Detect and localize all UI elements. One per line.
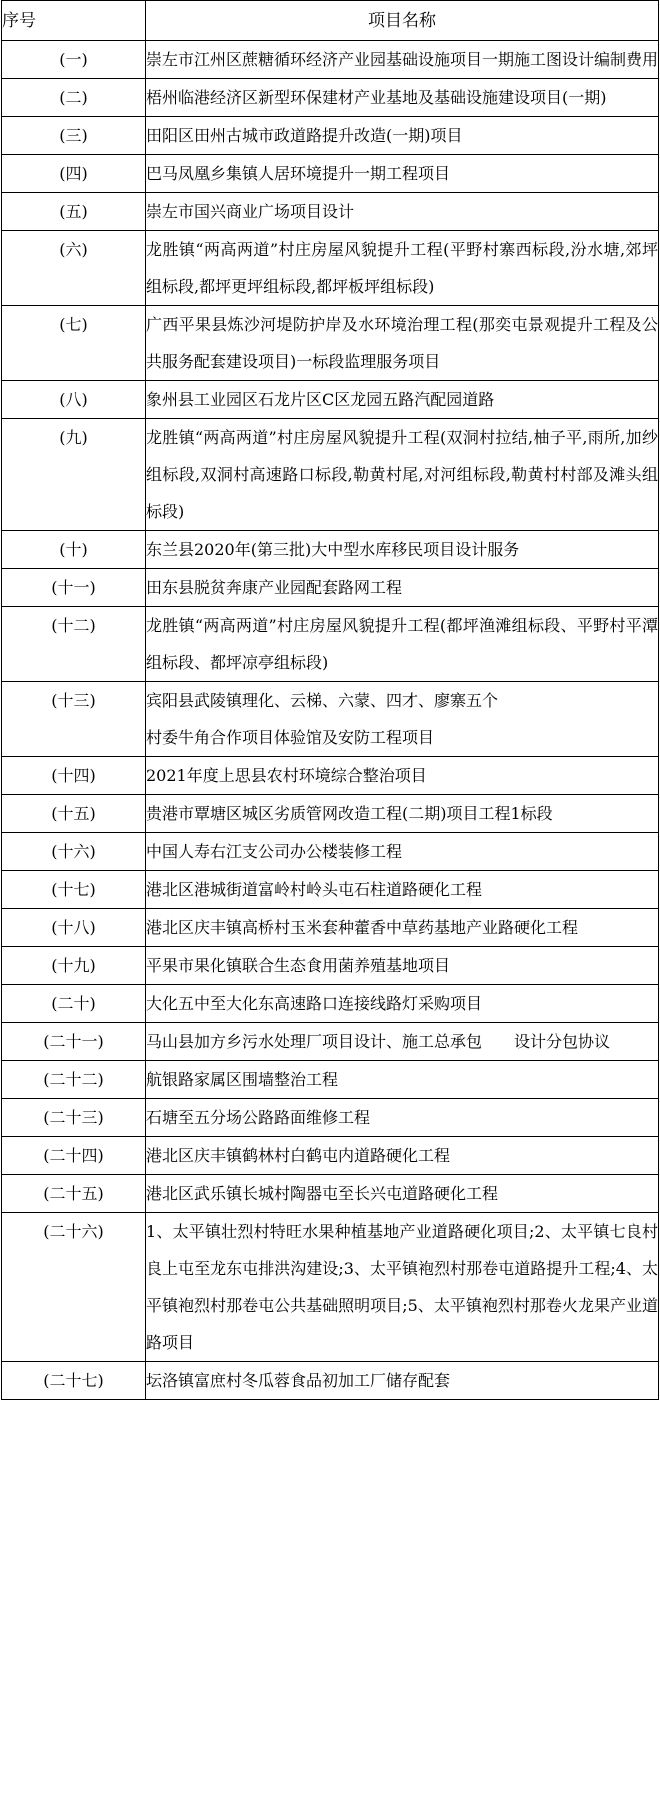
row-project-name: 象州县工业园区石龙片区C区龙园五路汽配园道路 <box>146 381 659 419</box>
row-index: (三) <box>2 117 146 155</box>
row-project-name: 航银路家属区围墙整治工程 <box>146 1061 659 1099</box>
row-index: (十五) <box>2 795 146 833</box>
table-row <box>2 757 659 795</box>
table-row <box>2 117 659 155</box>
row-index: (二十一) <box>2 1023 146 1061</box>
row-project-name: 宾阳县武陵镇理化、云梯、六蒙、四才、廖寨五个 村委牛角合作项目体验馆及安防工程项目 <box>146 682 659 757</box>
row-index: (八) <box>2 381 146 419</box>
table-row <box>2 1213 659 1362</box>
table-body <box>2 41 659 1400</box>
row-index: (十一) <box>2 569 146 607</box>
table-row <box>2 947 659 985</box>
row-project-name: 坛洛镇富庶村冬瓜蓉食品初加工厂储存配套 <box>146 1362 659 1400</box>
row-index: (六) <box>2 231 146 306</box>
row-index: (二十三) <box>2 1099 146 1137</box>
project-table <box>1 0 659 1400</box>
row-project-name: 田东县脱贫奔康产业园配套路网工程 <box>146 569 659 607</box>
row-project-name: 巴马凤凰乡集镇人居环境提升一期工程项目 <box>146 155 659 193</box>
row-project-name: 平果市果化镇联合生态食用菌养殖基地项目 <box>146 947 659 985</box>
row-index: (二十五) <box>2 1175 146 1213</box>
row-project-name: 广西平果县炼沙河堤防护岸及水环境治理工程(那奕屯景观提升工程及公共服务配套建设项目)一标段监理服务项目 <box>146 306 659 381</box>
table-row <box>2 41 659 79</box>
row-project-name: 龙胜镇“两高两道”村庄房屋风貌提升工程(平野村寨西标段,汾水塘,郊坪组标段,都坪更坪组标段,都坪板坪组标段) <box>146 231 659 306</box>
table-row <box>2 79 659 117</box>
table-row <box>2 871 659 909</box>
row-project-name: 龙胜镇“两高两道”村庄房屋风貌提升工程(都坪渔滩组标段、平野村平潭组标段、都坪凉亭组标段) <box>146 607 659 682</box>
table-row <box>2 985 659 1023</box>
table-row <box>2 1362 659 1400</box>
row-project-name: 石塘至五分场公路路面维修工程 <box>146 1099 659 1137</box>
table-row <box>2 193 659 231</box>
table-row <box>2 531 659 569</box>
row-index: (九) <box>2 419 146 531</box>
row-project-name: 港北区港城街道富岭村岭头屯石柱道路硬化工程 <box>146 871 659 909</box>
row-project-name: 2021年度上思县农村环境综合整治项目 <box>146 757 659 795</box>
row-index: (二) <box>2 79 146 117</box>
row-index: (二十六) <box>2 1213 146 1362</box>
row-index: (五) <box>2 193 146 231</box>
table-row <box>2 381 659 419</box>
row-index: (二十二) <box>2 1061 146 1099</box>
row-project-name: 崇左市江州区蔗糖循环经济产业园基础设施项目一期施工图设计编制费用 <box>146 41 659 79</box>
table-row <box>2 1137 659 1175</box>
table-row <box>2 306 659 381</box>
row-index: (十) <box>2 531 146 569</box>
row-project-name: 梧州临港经济区新型环保建材产业基地及基础设施建设项目(一期) <box>146 79 659 117</box>
table-row <box>2 682 659 757</box>
row-index: (一) <box>2 41 146 79</box>
row-index: (二十四) <box>2 1137 146 1175</box>
row-project-name: 贵港市覃塘区城区劣质管网改造工程(二期)项目工程1标段 <box>146 795 659 833</box>
table-row <box>2 607 659 682</box>
table-row <box>2 1061 659 1099</box>
row-index: (四) <box>2 155 146 193</box>
row-index: (十四) <box>2 757 146 795</box>
table-row <box>2 419 659 531</box>
row-project-name: 东兰县2020年(第三批)大中型水库移民项目设计服务 <box>146 531 659 569</box>
table-row <box>2 569 659 607</box>
header-index: 序号 <box>2 1 146 41</box>
row-index: (十六) <box>2 833 146 871</box>
row-project-name: 港北区庆丰镇高桥村玉米套种藿香中草药基地产业路硬化工程 <box>146 909 659 947</box>
row-project-name: 马山县加方乡污水处理厂项目设计、施工总承包 设计分包协议 <box>146 1023 659 1061</box>
row-project-name: 1、太平镇壮烈村特旺水果种植基地产业道路硬化项目;2、太平镇七良村良上屯至龙东屯排洪沟建设;3、太平镇袍烈村那卷屯道路提升工程;4、太平镇袍烈村那卷屯公共基础照明项目;5、太平镇袍烈村那卷火龙果产业道路项目 <box>146 1213 659 1362</box>
row-project-name: 港北区武乐镇长城村陶器屯至长兴屯道路硬化工程 <box>146 1175 659 1213</box>
table-row <box>2 909 659 947</box>
table-row <box>2 231 659 306</box>
row-index: (十九) <box>2 947 146 985</box>
header-project-name: 项目名称 <box>146 1 659 41</box>
table-row <box>2 1099 659 1137</box>
table-row <box>2 1023 659 1061</box>
table-header <box>2 1 659 41</box>
row-project-name: 龙胜镇“两高两道”村庄房屋风貌提升工程(双洞村拉结,柚子平,雨所,加纱组标段,双洞村高速路口标段,勒黄村尾,对河组标段,勒黄村村部及滩头组标段) <box>146 419 659 531</box>
table-row <box>2 155 659 193</box>
row-project-name: 中国人寿右江支公司办公楼装修工程 <box>146 833 659 871</box>
row-index: (二十七) <box>2 1362 146 1400</box>
row-index: (二十) <box>2 985 146 1023</box>
row-index: (十八) <box>2 909 146 947</box>
table-row <box>2 833 659 871</box>
row-project-name: 大化五中至大化东高速路口连接线路灯采购项目 <box>146 985 659 1023</box>
row-index: (十二) <box>2 607 146 682</box>
table-row <box>2 795 659 833</box>
row-index: (十七) <box>2 871 146 909</box>
header-row <box>2 1 659 41</box>
row-index: (七) <box>2 306 146 381</box>
row-project-name: 港北区庆丰镇鹤林村白鹤屯内道路硬化工程 <box>146 1137 659 1175</box>
row-index: (十三) <box>2 682 146 757</box>
table-row <box>2 1175 659 1213</box>
row-project-name: 崇左市国兴商业广场项目设计 <box>146 193 659 231</box>
row-project-name: 田阳区田州古城市政道路提升改造(一期)项目 <box>146 117 659 155</box>
